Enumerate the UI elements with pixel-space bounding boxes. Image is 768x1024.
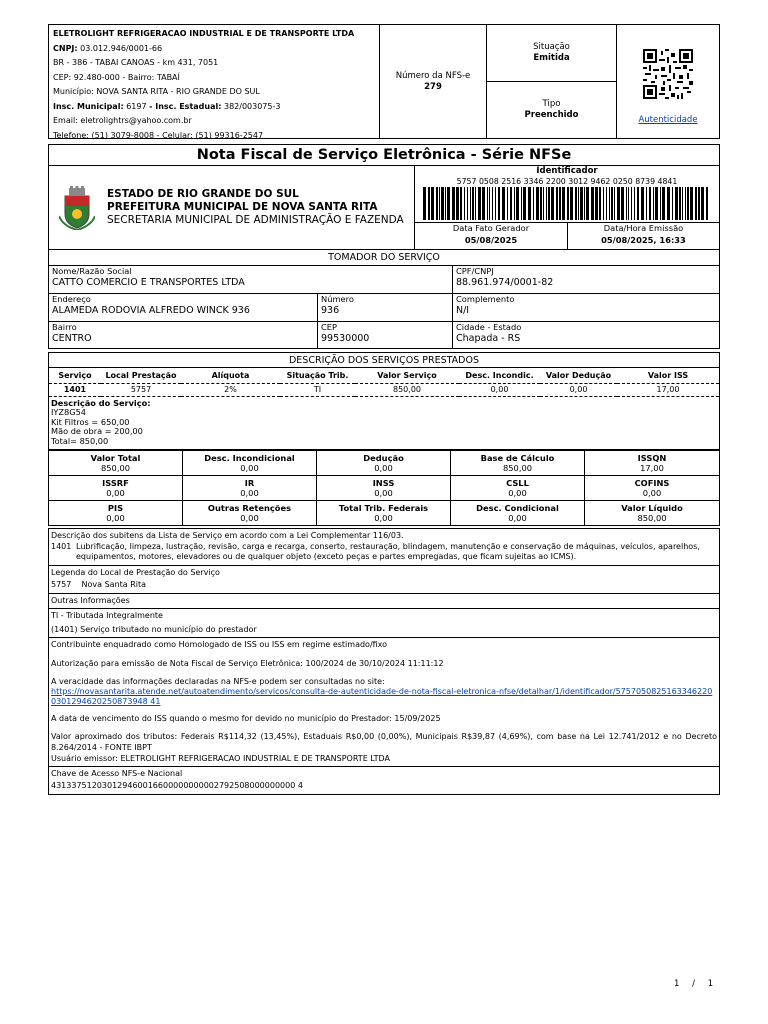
- total-label: Desc. Incondicional: [204, 452, 295, 463]
- cell-valor-deducao: 0,00: [569, 385, 588, 394]
- data-fato-label: Data Fato Gerador: [452, 223, 530, 233]
- tomador-block: [48, 266, 720, 349]
- total-label: Valor Líquido: [621, 502, 683, 513]
- servicos-table: [49, 368, 719, 397]
- identificador-label: Identificador: [536, 166, 598, 176]
- total-label: CSLL: [506, 477, 529, 488]
- descricao-line: Total= 850,00: [51, 435, 109, 446]
- qr-code-icon[interactable]: [643, 49, 693, 99]
- subitens-label: Descrição dos subitens da Lista de Serviço em acordo com a Lei Complementar 116/03.: [51, 530, 404, 540]
- numero-value: 279: [424, 81, 442, 92]
- total-value: 0,00: [374, 512, 393, 523]
- numero-label: Número da NFS-e: [395, 70, 471, 81]
- total-label: PIS: [107, 502, 124, 513]
- tomador-section-title: TOMADOR DO SERVIÇO: [48, 250, 720, 266]
- tipo-label: Tipo: [542, 99, 561, 109]
- total-label: COFINS: [634, 477, 670, 488]
- numero-box: [380, 25, 487, 138]
- total-value: 0,00: [374, 487, 393, 498]
- servicos-header-row: [49, 368, 719, 383]
- data-fato-value: 05/08/2025: [464, 234, 518, 245]
- autenticidade-link[interactable]: Autenticidade: [638, 114, 698, 125]
- situacao-value: Emitida: [533, 53, 570, 63]
- emitter-email: Email: eletrolightrs@yahoo.com.br: [53, 116, 192, 125]
- cell-valor-iss: 17,00: [656, 385, 680, 394]
- endereco-label: Endereço: [52, 294, 91, 304]
- servicos-section-title: DESCRIÇÃO DOS SERVIÇOS PRESTADOS: [48, 352, 720, 368]
- cpf-value: 88.961.974/0001-82: [456, 277, 554, 288]
- total-value: 0,00: [240, 462, 259, 473]
- total-label: Valor Total: [90, 452, 141, 463]
- insc-est: 382/003075-3: [223, 101, 281, 111]
- nome-value: CATTO COMERCIO E TRANSPORTES LTDA: [52, 277, 245, 288]
- total-value: 0,00: [374, 462, 393, 473]
- bairro-label: Bairro: [52, 322, 77, 332]
- col-servico: Serviço: [58, 370, 92, 380]
- pagination: [674, 979, 713, 989]
- total-label: Base de Cálculo: [480, 452, 555, 463]
- cell-aliquota: 2%: [224, 385, 237, 394]
- total-value: 0,00: [508, 487, 527, 498]
- page-current: 1: [674, 979, 680, 989]
- outras-veracidade: A veracidade das informações declaradas na NFS-e podem ser consultadas no site:: [51, 676, 385, 686]
- chave-block: [48, 767, 720, 795]
- header-block: [48, 24, 720, 139]
- col-valor-servico: Valor Serviço: [377, 370, 437, 380]
- data-emissao-label: Data/Hora Emissão: [603, 223, 684, 233]
- endereco-value: ALAMEDA RODOVIA ALFREDO WINCK 936: [52, 305, 250, 316]
- cep-value: 99530000: [321, 333, 370, 344]
- total-value: 850,00: [637, 512, 667, 523]
- descricao-line: IYZ8G54: [51, 407, 86, 417]
- qr-box: [617, 25, 719, 138]
- totais-row: [49, 500, 720, 525]
- cep-label: CEP: [321, 322, 338, 332]
- cell-situacao: TI: [313, 385, 322, 394]
- cell-servico: 1401: [63, 385, 87, 394]
- outras-vencimento: A data de vencimento do ISS quando o mesmo for devido no município do Prestador: 15/09/2025: [51, 713, 441, 723]
- org-line-2: PREFEITURA MUNICIPAL DE NOVA SANTA RITA: [107, 201, 378, 213]
- total-value: 850,00: [100, 462, 131, 473]
- municipal-coat-of-arms-icon: [59, 186, 95, 230]
- cpf-label: CPF/CNPJ: [456, 266, 494, 276]
- legenda-block: [48, 566, 720, 594]
- descricao-servico: [49, 397, 719, 449]
- subitens-block: [48, 528, 720, 566]
- emitter-name: ELETROLIGHT REFRIGERACAO INDUSTRIAL E DE TRANSPORTE LTDA: [53, 29, 355, 38]
- insc-mun: 6197: [126, 101, 147, 111]
- subitens-code: 1401: [51, 541, 72, 551]
- totais-table: [48, 450, 720, 526]
- barcode-icon: [421, 187, 713, 220]
- descricao-label: Descrição do Serviço:: [51, 397, 151, 408]
- page-separator: /: [692, 979, 695, 989]
- outras-info-block: [48, 594, 720, 767]
- chave-value: 431337512030129460016600000000002792508000000000 4: [51, 780, 303, 790]
- outras-trib: (1401) Serviço tributado no município do prestador: [49, 623, 719, 638]
- total-value: 0,00: [508, 512, 527, 523]
- total-label: ISSRF: [102, 477, 129, 488]
- numero-end-label: Número: [321, 294, 354, 304]
- col-local: Local Prestação: [105, 370, 177, 380]
- total-value: 0,00: [642, 487, 662, 498]
- org-line-1: ESTADO DE RIO GRANDE DO SUL: [107, 188, 299, 200]
- insc-mun-label: Insc. Municipal:: [53, 101, 124, 111]
- emitter-phone: Telefone: (51) 3079-8008 - Celular: (51) 99316-2547: [53, 130, 264, 140]
- emitter-info: [49, 25, 380, 138]
- descricao-line: Kit Filtros = 650,00: [51, 416, 130, 427]
- cidade-label: Cidade - Estado: [456, 322, 522, 332]
- col-desc-incond: Desc. Incondic.: [465, 370, 534, 380]
- emitter-cnpj: 03.012.946/0001-66: [80, 43, 163, 53]
- cell-desc-incond: 0,00: [490, 385, 509, 394]
- col-valor-deducao: Valor Dedução: [545, 370, 612, 380]
- identificador-value: 5757 0508 2516 3346 2200 3012 9462 0250 8739 4841: [456, 177, 678, 186]
- total-label: IR: [244, 477, 255, 488]
- emitter-municipio: Município: NOVA SANTA RITA - RIO GRANDE DO SUL: [53, 87, 260, 96]
- servicos-block: [48, 368, 720, 450]
- total-value: 850,00: [502, 462, 533, 473]
- total-label: INSS: [372, 477, 395, 488]
- outras-tributos: Valor aproximado dos tributos: Federais R$114,32 (13,45%), Estaduais R$0,00 (0,00%), Municipais R$39,87 (4,69%), com base na Lei 12.741/2012 e no Decreto 8.264/2014 - FONTE IBPT: [51, 731, 717, 752]
- descricao-line: Mão de obra = 200,00: [51, 426, 143, 436]
- total-value: 0,00: [106, 487, 125, 498]
- situacao-label: Situação: [533, 42, 570, 52]
- prefeitura-block: [48, 166, 720, 250]
- total-value: 0,00: [240, 487, 259, 498]
- outras-usuario: Usuário emissor: ELETROLIGHT REFRIGERACAO INDUSTRIAL E DE TRANSPORTE LTDA: [51, 753, 391, 763]
- legenda-label: Legenda do Local de Prestação do Serviço: [51, 567, 220, 577]
- complemento-value: N/I: [456, 305, 470, 316]
- complemento-label: Complemento: [456, 294, 515, 304]
- legenda-text: Nova Santa Rita: [81, 579, 147, 589]
- totais-row: [49, 475, 720, 500]
- document-title: Nota Fiscal de Serviço Eletrônica - Série NFSe: [48, 144, 720, 166]
- nfse-document: [48, 24, 720, 795]
- total-label: Desc. Condicional: [476, 502, 559, 513]
- consulta-link[interactable]: https://novasantarita.atende.net/autoatendimento/servicos/consulta-de-autenticidade-de-nota-fiscal-eletronica-nfse/detalhar/1/identificador/57570508251633462200301294620250873948 41: [51, 686, 713, 706]
- situacao-tipo-box: [487, 25, 617, 138]
- chave-label: Chave de Acesso NFS-e Nacional: [51, 768, 183, 778]
- nome-label: Nome/Razão Social: [52, 266, 132, 276]
- tipo-value: Preenchido: [524, 110, 579, 120]
- bairro-value: CENTRO: [52, 333, 92, 344]
- outras-label: Outras Informações: [49, 594, 719, 609]
- org-line-3: SECRETARIA MUNICIPAL DE ADMINISTRAÇÃO E FAZENDA: [107, 214, 404, 226]
- outras-homologado: Contribuinte enquadrado como Homologado de ISS ou ISS em regime estimado/fixo: [51, 639, 388, 649]
- total-label: Total Trib. Federais: [338, 502, 429, 513]
- legenda-code: 5757: [51, 579, 72, 589]
- col-aliquota: Alíquota: [211, 370, 250, 380]
- total-value: 0,00: [240, 512, 259, 523]
- cidade-value: Chapada - RS: [456, 333, 521, 344]
- data-emissao-value: 05/08/2025, 16:33: [601, 234, 686, 245]
- cell-local: 5757: [130, 385, 152, 394]
- total-value: 17,00: [640, 462, 664, 473]
- emitter-address: BR - 386 - TABAI CANOAS - km 431, 7051: [53, 58, 219, 67]
- cell-valor-servico: 850,00: [393, 385, 421, 394]
- page-total: 1: [707, 979, 714, 989]
- totais-row: [49, 450, 720, 475]
- col-valor-iss: Valor ISS: [647, 370, 689, 380]
- total-value: 0,00: [106, 512, 125, 523]
- servicos-row: [49, 383, 719, 396]
- subitens-text: Lubrificação, limpeza, lustração, revisão, carga e recarga, conserto, restauração, blindagem, manutenção e conservação de máquinas, veículos, aparelhos, equipamentos, motores, elevadores ou de qualquer objeto (exceto peças e partes empregadas, que ficam sujeitas ao ICMS).: [76, 541, 700, 561]
- outras-autorizacao: Autorização para emissão de Nota Fiscal de Serviço Eletrônica: 100/2024 de 30/10/2024 11:11:12: [51, 658, 444, 668]
- numero-end-value: 936: [321, 305, 340, 316]
- col-situacao: Situação Trib.: [286, 370, 349, 380]
- cnpj-label: CNPJ:: [53, 43, 78, 53]
- outras-ti: TI - Tributada Integralmente: [51, 610, 163, 620]
- total-label: ISSQN: [637, 452, 667, 463]
- total-label: Outras Retenções: [207, 502, 292, 513]
- total-label: Dedução: [363, 452, 404, 463]
- insc-est-label: - Insc. Estadual:: [149, 101, 222, 111]
- emitter-cep: CEP: 92.480-000 - Bairro: TABAÍ: [53, 72, 180, 82]
